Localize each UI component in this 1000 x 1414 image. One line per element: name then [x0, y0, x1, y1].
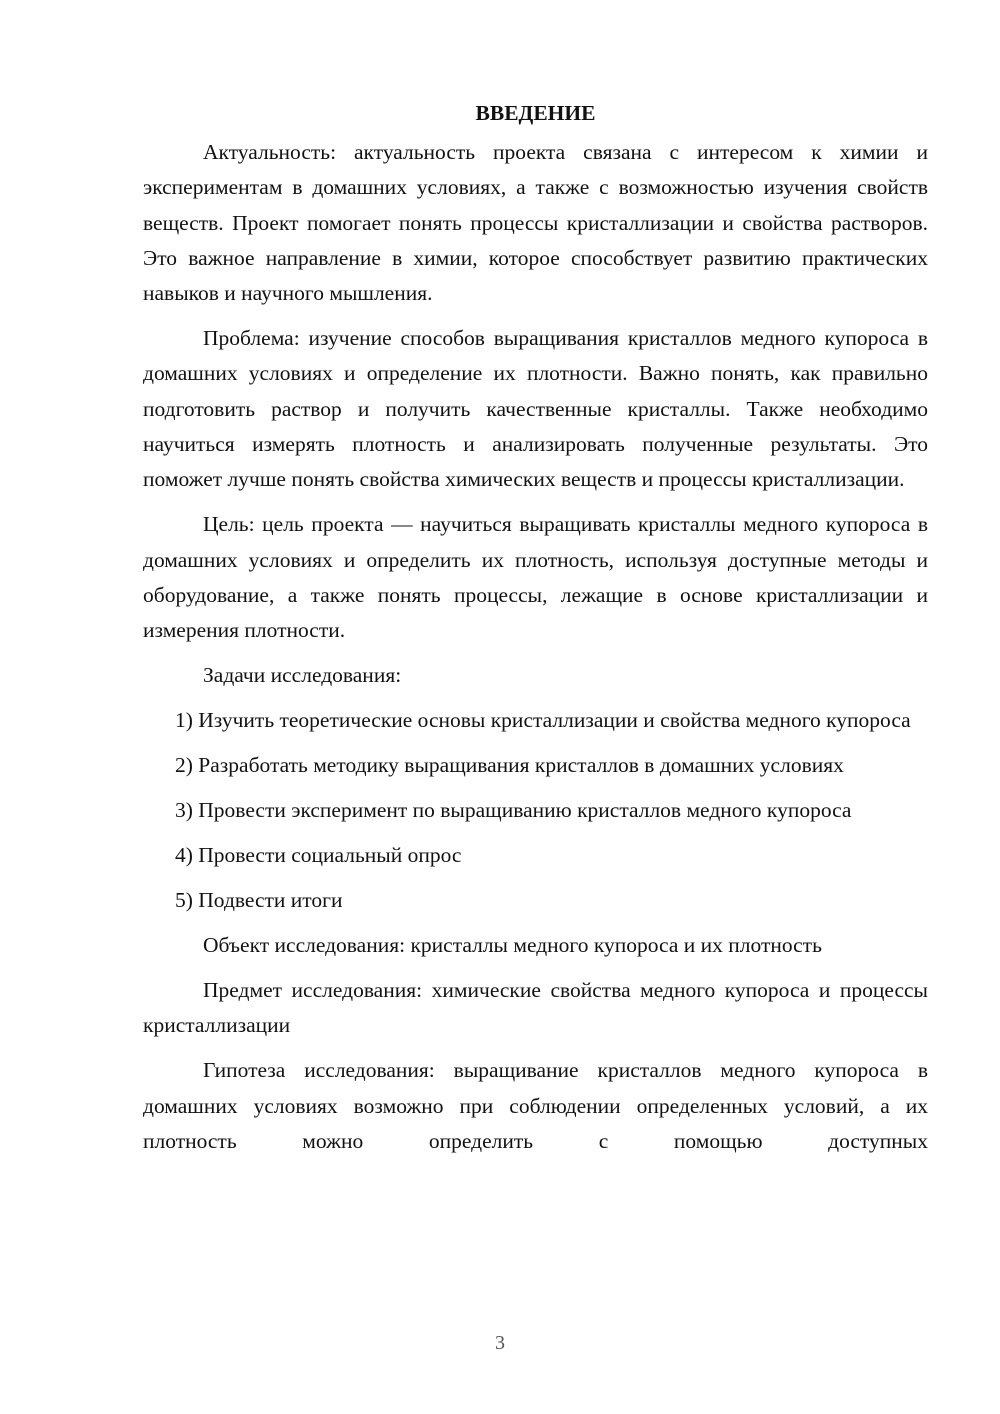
- object-paragraph: Объект исследования: кристаллы медного купороса и их плотность: [203, 933, 822, 958]
- goal-paragraph: Цель: цель проекта — научиться выращивать кристаллы медного купороса в домашних условиях и определить их плотность, используя доступные методы и оборудование, а также понять процессы, лежащие в основе кристаллизации и измерения плотности.: [143, 512, 928, 643]
- tasks-heading: Задачи исследования:: [203, 663, 402, 688]
- task-item: 2) Разработать методику выращивания кристаллов в домашних условиях: [175, 753, 844, 778]
- page-content: [143, 96, 928, 1169]
- hypothesis-paragraph: Гипотеза исследования: выращивание кристаллов медного купороса в домашних условиях возможно при соблюдении определенных условий, а их плотность можно определить с помощью доступных: [143, 1058, 928, 1153]
- page-title: ВВЕДЕНИЕ: [475, 101, 596, 125]
- relevance-paragraph: Актуальность: актуальность проекта связана с интересом к химии и экспериментам в домашних условиях, а также с возможностью изучения свойств веществ. Проект помогает понять процессы кристаллизации и свойства растворов. Это важное направление в химии, которое способствует развитию практических навыков и научного мышления.: [143, 140, 928, 306]
- subject-paragraph: Предмет исследования: химические свойства медного купороса и процессы кристаллизации: [143, 978, 928, 1038]
- task-item: 1) Изучить теоретические основы кристаллизации и свойства медного купороса: [175, 708, 911, 733]
- page-number: 3: [495, 1332, 505, 1354]
- task-item: 3) Провести эксперимент по выращиванию кристаллов медного купороса: [175, 798, 852, 823]
- task-item: 4) Провести социальный опрос: [175, 843, 462, 868]
- task-item: 5) Подвести итоги: [175, 888, 343, 913]
- problem-paragraph: Проблема: изучение способов выращивания кристаллов медного купороса в домашних условиях и определение их плотности. Важно понять, как правильно подготовить раствор и получить качественные кристаллы. Также необходимо научиться измерять плотность и анализировать полученные результаты. Это поможет лучше понять свойства химических веществ и процессы кристаллизации.: [143, 326, 928, 492]
